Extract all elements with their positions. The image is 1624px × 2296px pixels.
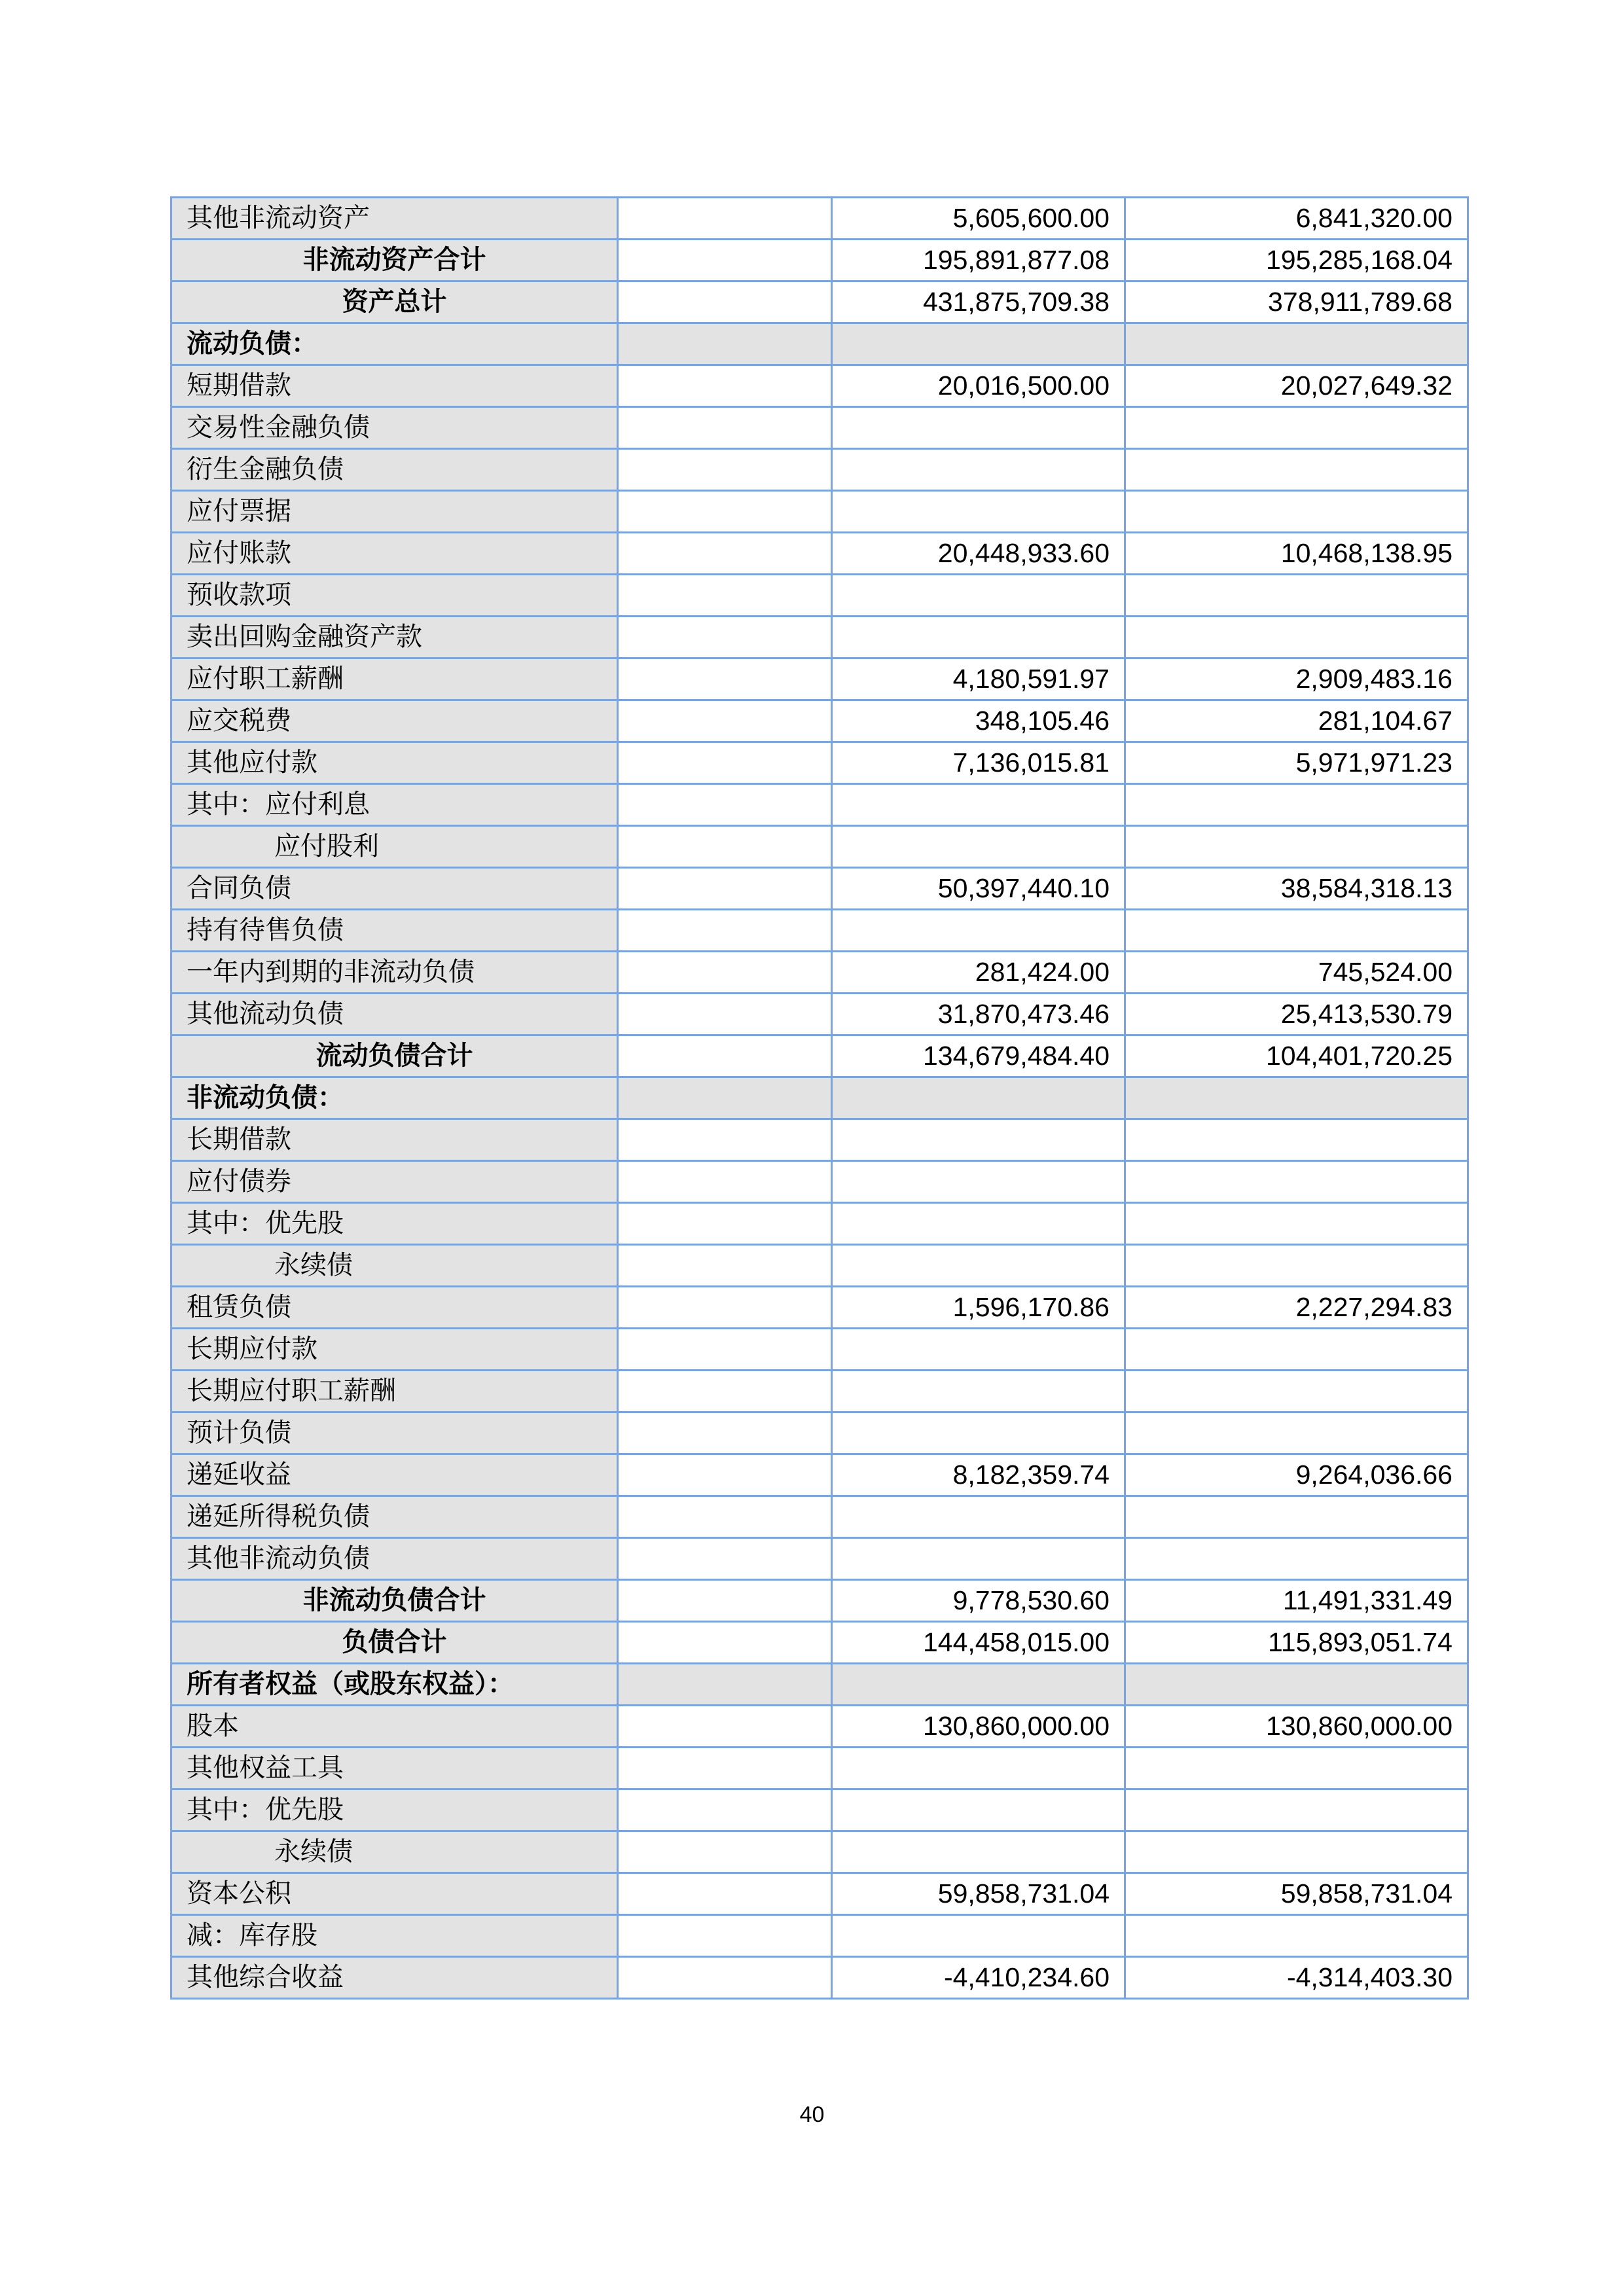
row-label: 负债合计 (171, 1622, 618, 1664)
note-cell (618, 658, 832, 700)
ending-balance-cell (832, 1203, 1125, 1245)
row-label: 其他非流动负债 (171, 1538, 618, 1580)
table-row (171, 1245, 1468, 1287)
note-cell (618, 1915, 832, 1957)
row-label: 永续债 (171, 1245, 618, 1287)
row-label: 应付债券 (171, 1161, 618, 1203)
table-row (171, 1161, 1468, 1203)
beginning-balance-cell (1125, 1329, 1468, 1371)
ending-balance-cell (832, 826, 1125, 868)
beginning-balance-cell (1125, 1496, 1468, 1538)
row-label: 预收款项 (171, 575, 618, 617)
table-row (171, 910, 1468, 952)
section-header-row (171, 1664, 1468, 1706)
note-cell (618, 910, 832, 952)
ending-balance-cell: 20,448,933.60 (832, 533, 1125, 575)
beginning-balance-cell (1125, 575, 1468, 617)
beginning-balance-cell (1125, 617, 1468, 658)
row-label: 非流动资产合计 (171, 240, 618, 281)
beginning-balance-cell: 59,858,731.04 (1125, 1873, 1468, 1915)
ending-balance-cell (832, 1245, 1125, 1287)
table-row (171, 281, 1468, 323)
table-row (171, 1496, 1468, 1538)
beginning-balance-cell: 115,893,051.74 (1125, 1622, 1468, 1664)
table-row (171, 407, 1468, 449)
note-cell (618, 1203, 832, 1245)
beginning-balance-cell: 6,841,320.00 (1125, 198, 1468, 240)
note-cell (618, 1789, 832, 1831)
beginning-balance-cell: 25,413,530.79 (1125, 994, 1468, 1035)
table-row (171, 1287, 1468, 1329)
ending-balance-cell (832, 1371, 1125, 1412)
note-cell (618, 868, 832, 910)
table-row (171, 1622, 1468, 1664)
ending-balance-cell (832, 491, 1125, 533)
table-row (171, 826, 1468, 868)
note-cell (618, 1245, 832, 1287)
row-label: 其他综合收益 (171, 1957, 618, 1999)
beginning-balance-cell (1125, 407, 1468, 449)
beginning-balance-cell: 745,524.00 (1125, 952, 1468, 994)
beginning-balance-cell: 11,491,331.49 (1125, 1580, 1468, 1622)
table-row (171, 198, 1468, 240)
row-label: 合同负债 (171, 868, 618, 910)
page-number: 40 (799, 2102, 825, 2127)
row-label: 应付股利 (171, 826, 618, 868)
beginning-balance-cell (1125, 910, 1468, 952)
note-cell (618, 491, 832, 533)
beginning-balance-cell (1125, 784, 1468, 826)
row-label: 资产总计 (171, 281, 618, 323)
table-row (171, 700, 1468, 742)
note-cell (618, 449, 832, 491)
ending-balance-cell (832, 1496, 1125, 1538)
note-cell (618, 323, 832, 365)
table-row (171, 868, 1468, 910)
note-cell (618, 1706, 832, 1748)
note-cell (618, 1035, 832, 1077)
ending-balance-cell: 144,458,015.00 (832, 1622, 1125, 1664)
note-cell (618, 240, 832, 281)
ending-balance-cell: 59,858,731.04 (832, 1873, 1125, 1915)
beginning-balance-cell: 378,911,789.68 (1125, 281, 1468, 323)
ending-balance-cell: 50,397,440.10 (832, 868, 1125, 910)
beginning-balance-cell (1125, 449, 1468, 491)
beginning-balance-cell: 104,401,720.25 (1125, 1035, 1468, 1077)
ending-balance-cell: 8,182,359.74 (832, 1454, 1125, 1496)
note-cell (618, 1580, 832, 1622)
table-row (171, 1748, 1468, 1789)
note-cell (618, 1077, 832, 1119)
ending-balance-cell (832, 1915, 1125, 1957)
ending-balance-cell: 431,875,709.38 (832, 281, 1125, 323)
table-row (171, 994, 1468, 1035)
table-row (171, 1957, 1468, 1999)
row-label: 应付票据 (171, 491, 618, 533)
note-cell (618, 1538, 832, 1580)
note-cell (618, 1831, 832, 1873)
row-label: 其中：优先股 (171, 1789, 618, 1831)
note-cell (618, 407, 832, 449)
note-cell (618, 281, 832, 323)
ending-balance-cell: 31,870,473.46 (832, 994, 1125, 1035)
beginning-balance-cell (1125, 1789, 1468, 1831)
row-label: 短期借款 (171, 365, 618, 407)
table-row (171, 449, 1468, 491)
ending-balance-cell: -4,410,234.60 (832, 1957, 1125, 1999)
balance-sheet-table (170, 196, 1469, 2000)
table-row (171, 1873, 1468, 1915)
row-label: 卖出回购金融资产款 (171, 617, 618, 658)
ending-balance-cell: 20,016,500.00 (832, 365, 1125, 407)
note-cell (618, 1622, 832, 1664)
ending-balance-cell: 348,105.46 (832, 700, 1125, 742)
ending-balance-cell (832, 784, 1125, 826)
ending-balance-cell: 9,778,530.60 (832, 1580, 1125, 1622)
ending-balance-cell: 130,860,000.00 (832, 1706, 1125, 1748)
note-cell (618, 826, 832, 868)
table-row (171, 1371, 1468, 1412)
note-cell (618, 1748, 832, 1789)
ending-balance-cell: 5,605,600.00 (832, 198, 1125, 240)
beginning-balance-cell: 10,468,138.95 (1125, 533, 1468, 575)
row-label: 其中：应付利息 (171, 784, 618, 826)
note-cell (618, 1161, 832, 1203)
note-cell (618, 1496, 832, 1538)
note-cell (618, 994, 832, 1035)
row-label: 长期应付职工薪酬 (171, 1371, 618, 1412)
row-label: 预计负债 (171, 1412, 618, 1454)
table-row (171, 784, 1468, 826)
row-label: 非流动负债合计 (171, 1580, 618, 1622)
beginning-balance-cell: 20,027,649.32 (1125, 365, 1468, 407)
beginning-balance-cell (1125, 1412, 1468, 1454)
section-header-row (171, 323, 1468, 365)
row-label: 其他应付款 (171, 742, 618, 784)
note-cell (618, 533, 832, 575)
table-row (171, 952, 1468, 994)
row-label: 应交税费 (171, 700, 618, 742)
row-label: 应付账款 (171, 533, 618, 575)
table-row (171, 491, 1468, 533)
row-label: 长期借款 (171, 1119, 618, 1161)
table-row (171, 575, 1468, 617)
beginning-balance-cell (1125, 1664, 1468, 1706)
note-cell (618, 952, 832, 994)
ending-balance-cell (832, 1831, 1125, 1873)
beginning-balance-cell (1125, 1915, 1468, 1957)
ending-balance-cell (832, 1748, 1125, 1789)
note-cell (618, 1412, 832, 1454)
beginning-balance-cell (1125, 323, 1468, 365)
note-cell (618, 1119, 832, 1161)
table-row (171, 1580, 1468, 1622)
note-cell (618, 1371, 832, 1412)
row-label: 永续债 (171, 1831, 618, 1873)
ending-balance-cell (832, 575, 1125, 617)
section-label: 非流动负债： (171, 1077, 618, 1119)
row-label: 应付职工薪酬 (171, 658, 618, 700)
note-cell (618, 1664, 832, 1706)
beginning-balance-cell: -4,314,403.30 (1125, 1957, 1468, 1999)
row-label: 减：库存股 (171, 1915, 618, 1957)
beginning-balance-cell (1125, 1077, 1468, 1119)
row-label: 股本 (171, 1706, 618, 1748)
ending-balance-cell (832, 1077, 1125, 1119)
table-row (171, 1203, 1468, 1245)
beginning-balance-cell (1125, 1119, 1468, 1161)
table-row (171, 1454, 1468, 1496)
beginning-balance-cell (1125, 1161, 1468, 1203)
note-cell (618, 1287, 832, 1329)
ending-balance-cell (832, 1789, 1125, 1831)
table-row (171, 365, 1468, 407)
note-cell (618, 617, 832, 658)
section-label: 所有者权益（或股东权益）： (171, 1664, 618, 1706)
note-cell (618, 198, 832, 240)
beginning-balance-cell (1125, 491, 1468, 533)
ending-balance-cell (832, 1664, 1125, 1706)
beginning-balance-cell (1125, 826, 1468, 868)
ending-balance-cell (832, 1538, 1125, 1580)
ending-balance-cell (832, 1119, 1125, 1161)
ending-balance-cell (832, 1329, 1125, 1371)
row-label: 持有待售负债 (171, 910, 618, 952)
note-cell (618, 575, 832, 617)
table-row (171, 1831, 1468, 1873)
note-cell (618, 1873, 832, 1915)
table-row (171, 1412, 1468, 1454)
table-row (171, 1789, 1468, 1831)
ending-balance-cell (832, 449, 1125, 491)
row-label: 其他非流动资产 (171, 198, 618, 240)
note-cell (618, 742, 832, 784)
table-row (171, 1035, 1468, 1077)
ending-balance-cell (832, 1412, 1125, 1454)
beginning-balance-cell (1125, 1203, 1468, 1245)
row-label: 其他流动负债 (171, 994, 618, 1035)
table-row (171, 658, 1468, 700)
note-cell (618, 784, 832, 826)
table-row (171, 1119, 1468, 1161)
row-label: 交易性金融负债 (171, 407, 618, 449)
row-label: 其中：优先股 (171, 1203, 618, 1245)
row-label: 长期应付款 (171, 1329, 618, 1371)
ending-balance-cell: 134,679,484.40 (832, 1035, 1125, 1077)
beginning-balance-cell (1125, 1371, 1468, 1412)
ending-balance-cell (832, 910, 1125, 952)
ending-balance-cell: 7,136,015.81 (832, 742, 1125, 784)
table-row (171, 533, 1468, 575)
beginning-balance-cell: 2,227,294.83 (1125, 1287, 1468, 1329)
section-header-row (171, 1077, 1468, 1119)
ending-balance-cell: 281,424.00 (832, 952, 1125, 994)
row-label: 一年内到期的非流动负债 (171, 952, 618, 994)
table-row (171, 1915, 1468, 1957)
table-row (171, 1706, 1468, 1748)
beginning-balance-cell (1125, 1245, 1468, 1287)
note-cell (618, 1454, 832, 1496)
beginning-balance-cell: 130,860,000.00 (1125, 1706, 1468, 1748)
table-row (171, 617, 1468, 658)
beginning-balance-cell: 5,971,971.23 (1125, 742, 1468, 784)
ending-balance-cell: 195,891,877.08 (832, 240, 1125, 281)
ending-balance-cell (832, 617, 1125, 658)
note-cell (618, 365, 832, 407)
row-label: 其他权益工具 (171, 1748, 618, 1789)
beginning-balance-cell: 195,285,168.04 (1125, 240, 1468, 281)
row-label: 流动负债合计 (171, 1035, 618, 1077)
balance-sheet-body (171, 198, 1468, 1999)
ending-balance-cell (832, 1161, 1125, 1203)
beginning-balance-cell: 9,264,036.66 (1125, 1454, 1468, 1496)
beginning-balance-cell: 38,584,318.13 (1125, 868, 1468, 910)
ending-balance-cell (832, 407, 1125, 449)
row-label: 递延收益 (171, 1454, 618, 1496)
beginning-balance-cell: 281,104.67 (1125, 700, 1468, 742)
row-label: 资本公积 (171, 1873, 618, 1915)
beginning-balance-cell (1125, 1748, 1468, 1789)
ending-balance-cell: 1,596,170.86 (832, 1287, 1125, 1329)
beginning-balance-cell: 2,909,483.16 (1125, 658, 1468, 700)
table-row (171, 1538, 1468, 1580)
table-row (171, 1329, 1468, 1371)
note-cell (618, 1957, 832, 1999)
row-label: 递延所得税负债 (171, 1496, 618, 1538)
table-row (171, 742, 1468, 784)
beginning-balance-cell (1125, 1538, 1468, 1580)
beginning-balance-cell (1125, 1831, 1468, 1873)
row-label: 衍生金融负债 (171, 449, 618, 491)
row-label: 租赁负债 (171, 1287, 618, 1329)
ending-balance-cell (832, 323, 1125, 365)
note-cell (618, 1329, 832, 1371)
section-label: 流动负债： (171, 323, 618, 365)
table-row (171, 240, 1468, 281)
ending-balance-cell: 4,180,591.97 (832, 658, 1125, 700)
note-cell (618, 700, 832, 742)
